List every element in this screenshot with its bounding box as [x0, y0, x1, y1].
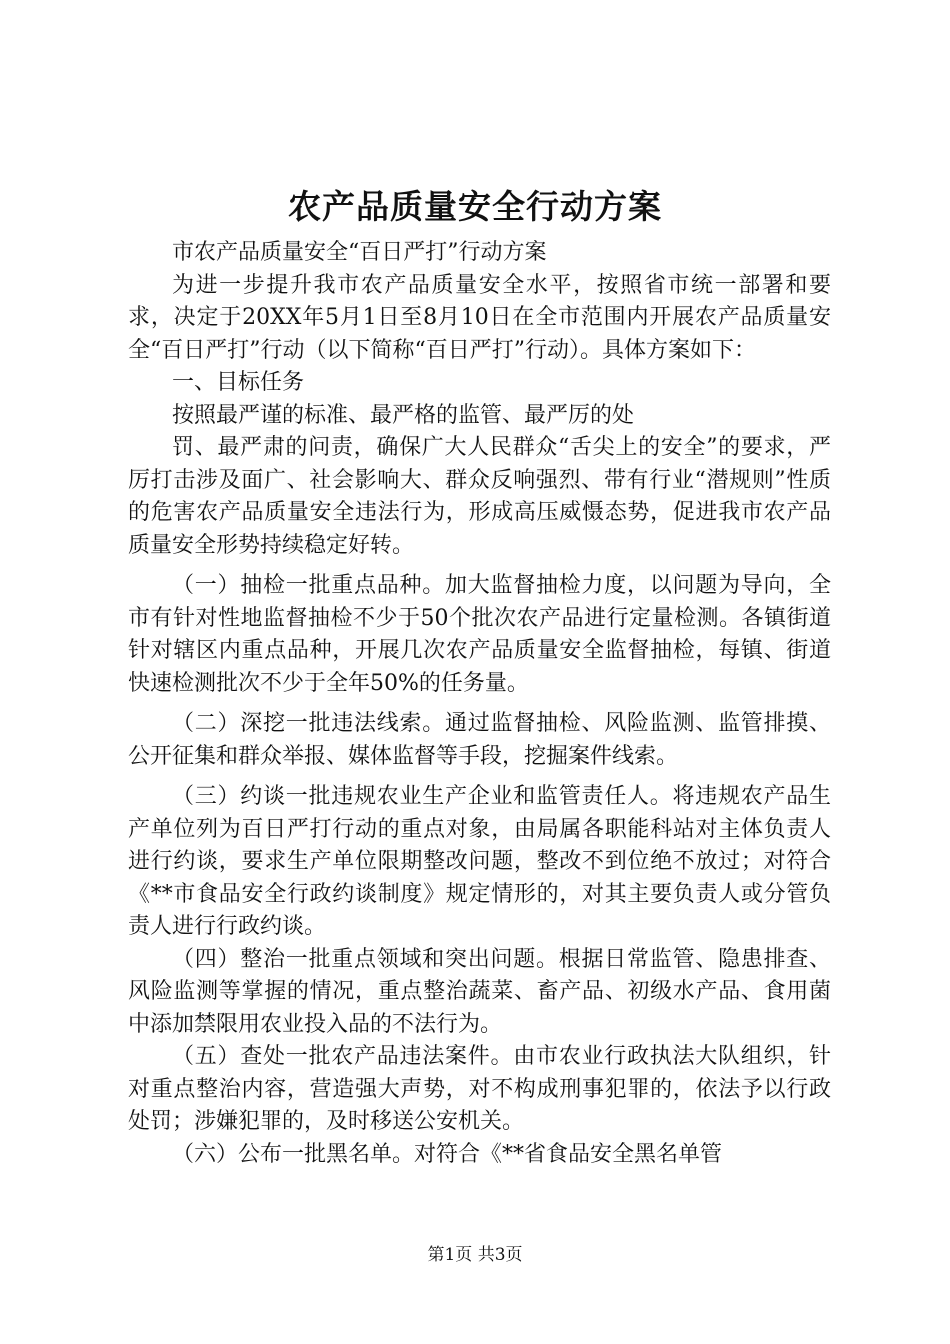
- item-paragraph-5: （五）查处一批农产品违法案件。由市农业行政执法大队组织，针对重点整治内容，营造强大声势，对不构成刑事犯罪的，依法予以行政处罚；涉嫌犯罪的，及时移送公安机关。: [128, 1044, 831, 1134]
- item-paragraph-1: （一）抽检一批重点品种。加大监督抽检力度，以问题为导向，全市有针对性地监督抽检不少于50个批次农产品进行定量检测。各镇街道针对辖区内重点品种，开展几次农产品质量安全监督抽检，每镇、街道快速检测批次不少于全年50%的任务量。: [128, 573, 831, 696]
- body-paragraph: 按照最严谨的标准、最严格的监管、最严厉的处: [172, 402, 635, 428]
- section-heading: 一、目标任务: [172, 370, 305, 395]
- item-paragraph-4: （四）整治一批重点领域和突出问题。根据日常监管、隐患排查、风险监测等掌握的情况，重点整治蔬菜、畜产品、初级水产品、食用菌中添加禁限用农业投入品的不法行为。: [128, 946, 831, 1037]
- subtitle-paragraph: 市农产品质量安全“百日严打”行动方案: [172, 240, 547, 265]
- document-body: [128, 237, 831, 1171]
- body-paragraph: 罚、最严肃的问责，确保广大人民群众“舌尖上的安全”的要求，严厉打击涉及面广、社会影响大、群众反响强烈、带有行业“潜规则”性质的危害农产品质量安全违法行为，形成高压威慑态势，促进我市农产品质量安全形势持续稳定好转。: [128, 435, 831, 558]
- item-paragraph-2: （二）深挖一批违法线索。通过监督抽检、风险监测、监管排摸、公开征集和群众举报、媒体监督等手段，挖掘案件线索。: [128, 711, 831, 769]
- item-paragraph-6: （六）公布一批黑名单。对符合《**省食品安全黑名单管: [172, 1141, 723, 1167]
- intro-paragraph: 为进一步提升我市农产品质量安全水平，按照省市统一部署和要求，决定于20XX年5月1日至8月10日在全市范围内开展农产品质量安全“百日严打”行动（以下简称“百日严打”行动）。具体方案如下：: [128, 272, 831, 363]
- document-title: 农产品质量安全行动方案: [288, 187, 662, 226]
- item-paragraph-3: （三）约谈一批违规农业生产企业和监管责任人。将违规农产品生产单位列为百日严打行动的重点对象，由局属各职能科站对主体负责人进行约谈，要求生产单位限期整改问题，整改不到位绝不放过；对符合《**市食品安全行政约谈制度》规定情形的，对其主要负责人或分管负责人进行行政约谈。: [128, 784, 831, 939]
- page-footer: 第1页 共3页: [427, 1245, 523, 1265]
